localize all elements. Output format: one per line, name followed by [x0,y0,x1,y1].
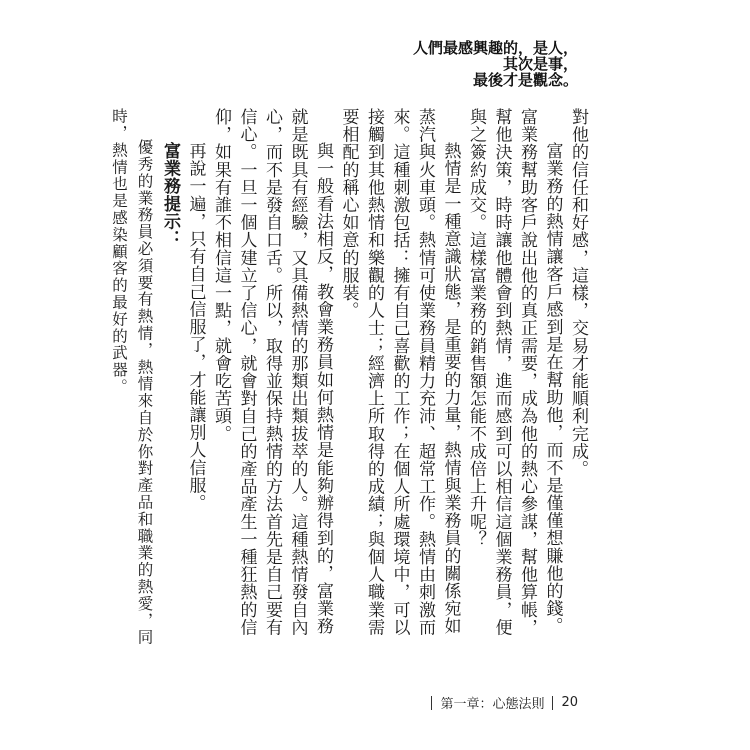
quote-line-1-punct: ， [562,39,578,57]
footer-divider-left [431,696,432,710]
footer-divider-right [552,696,553,710]
tips-title: 富業務提示： [160,142,180,248]
page-number: 20 [561,695,578,710]
quote-emphasis-matter: 事 [547,55,563,73]
chapter-title: 第一章：心態法則 [440,697,545,712]
page-footer [431,693,578,712]
quote-line-1 [413,40,578,56]
chapter-quote [413,40,578,88]
quote-line-3-text: 最後才是 [472,71,533,89]
quote-line-2-punct: ， [562,55,578,73]
quote-line-1-text: 人們最感興趣的，是 [412,39,548,57]
quote-line-2-text: 其次是 [502,55,548,73]
vertical-body-text [110,108,590,648]
quote-line-2 [413,56,578,72]
paragraph-teaching-enthusiasm: 與一般看法相反，教會業務員如何熱情是能夠辦得到的，富業務就是既具有經驗，又具備熱情的那類出類拔萃的人。這種熱情發自內心，而不是發自口舌。所以，取得並保持熱情的方法首先是自己要有信心。一旦一個人建立了信心，就會對自己的產品產生一種狂熱的信仰，如果有誰不相信這一點，就會吃苦頭。 [211,108,333,636]
quote-line-3-punct: 。 [562,71,578,89]
quote-emphasis-person: 人 [547,39,563,57]
tips-body: 優秀的業務員必須要有熱情，熱情來自於你對產品和職業的熱愛，同時，熱情也是感染顧客的最好的武器。 [110,108,154,646]
quote-emphasis-concept: 觀念 [532,71,563,89]
paragraph-continuation: 對他的信任和好感，這樣，交易才能順利完成。 [568,108,588,478]
quote-line-3 [413,72,578,88]
paragraph-self-belief: 再說一遍，只有自己信服了，才能讓別人信服。 [185,142,206,512]
paragraph-enthusiasm-power: 熱情是一種意識狀態，是重要的力量，熱情與業務員的關係宛如蒸汽與火車頭。熱情可使業務員精力充沛、超常工作。熱情由刺激而來。這種刺激包括：擁有自己喜歡的工作；在個人所處環境中，可以接觸到其他熱情和樂觀的人士；經濟上所取得的成績；與個人職業需要相配的稱心如意的服裝。 [338,108,461,636]
paragraph-helping-clients: 富業務的熱情讓客戶感到是在幫助他，而不是僅僅想賺他的錢。富業務幫助客戶說出他的真正需要，成為他的熱心參謀，幫他算帳，幫他決策，時時讓他體會到熱情，進而感到可以相信這個業務員，便與之簽約成交。這樣富業務的銷售額怎能不成倍上升呢？ [466,108,563,636]
